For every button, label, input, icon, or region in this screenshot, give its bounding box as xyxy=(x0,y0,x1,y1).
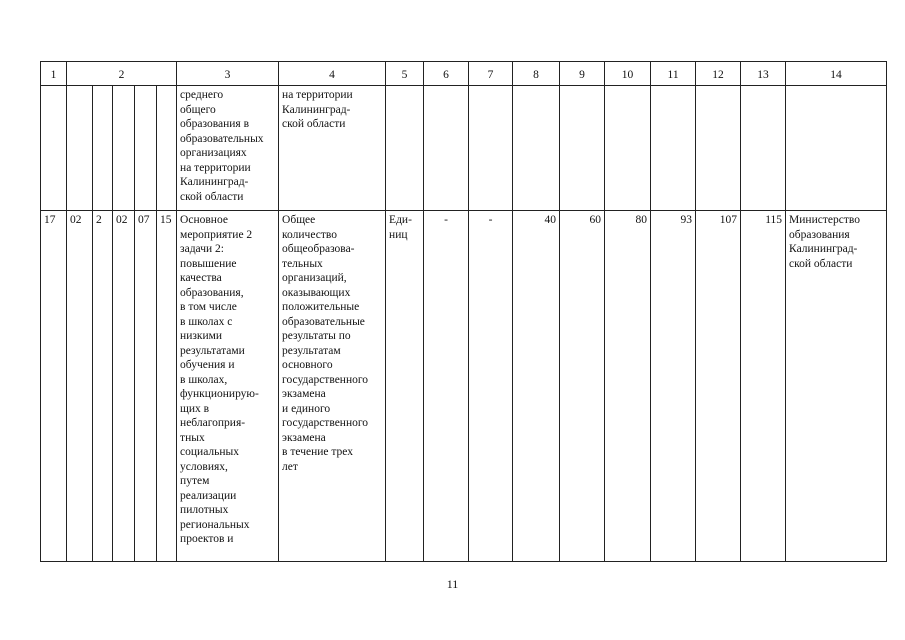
page-number: 11 xyxy=(446,577,459,591)
header-cell-11: 11 xyxy=(651,62,696,86)
header-cell-8: 8 xyxy=(513,62,560,86)
cell-unit: Еди- ниц xyxy=(386,211,424,562)
cell-value-col9: 60 xyxy=(560,211,605,562)
cell-empty xyxy=(741,86,786,211)
cell-code-part: 02 xyxy=(67,211,93,562)
header-cell-5: 5 xyxy=(386,62,424,86)
program-table xyxy=(40,61,887,562)
table-row xyxy=(41,86,887,211)
cell-value-col11: 93 xyxy=(651,211,696,562)
cell-empty xyxy=(386,86,424,211)
cell-empty xyxy=(560,86,605,211)
table-row xyxy=(41,211,887,562)
header-cell-7: 7 xyxy=(469,62,513,86)
cell-empty xyxy=(786,86,887,211)
cell-empty xyxy=(605,86,651,211)
cell-code-part: 07 xyxy=(135,211,157,562)
cell-empty xyxy=(135,86,157,211)
cell-value-col10: 80 xyxy=(605,211,651,562)
cell-code-part: 15 xyxy=(157,211,177,562)
cell-code-part: 2 xyxy=(93,211,113,562)
cell-empty xyxy=(113,86,135,211)
cell-empty xyxy=(651,86,696,211)
cell-value-col7: - xyxy=(469,211,513,562)
header-cell-14: 14 xyxy=(786,62,887,86)
cell-value-col13: 115 xyxy=(741,211,786,562)
cell-indicator-name: на территории Калининград- ской области xyxy=(279,86,386,211)
header-cell-13: 13 xyxy=(741,62,786,86)
cell-responsible: Министерство образования Калининград- ской области xyxy=(786,211,887,562)
cell-code-part: 02 xyxy=(113,211,135,562)
cell-event-name: среднего общего образования в образовательных организациях на территории Калининград- ской области xyxy=(177,86,279,211)
cell-empty xyxy=(93,86,113,211)
cell-indicator-name: Общее количество общеобразова- тельных организаций, оказывающих положительные образовательные результаты по результатам основного государственного экзамена и единого государственного экзамена в течение трех лет xyxy=(279,211,386,562)
header-cell-9: 9 xyxy=(560,62,605,86)
cell-empty xyxy=(696,86,741,211)
cell-value-col12: 107 xyxy=(696,211,741,562)
header-cell-12: 12 xyxy=(696,62,741,86)
header-cell-1: 1 xyxy=(41,62,67,86)
cell-empty xyxy=(41,86,67,211)
cell-empty xyxy=(157,86,177,211)
cell-value-col8: 40 xyxy=(513,211,560,562)
cell-empty xyxy=(469,86,513,211)
header-cell-2: 2 xyxy=(67,62,177,86)
cell-value-col6: - xyxy=(424,211,469,562)
header-cell-6: 6 xyxy=(424,62,469,86)
header-cell-4: 4 xyxy=(279,62,386,86)
cell-event-name: Основное мероприятие 2 задачи 2: повышение качества образования, в том числе в школах с низкими результатами обучения и в школах, функционирую- щих в неблагоприя- тных социальных условиях, путем реализации пилотных региональных проектов и xyxy=(177,211,279,562)
header-cell-10: 10 xyxy=(605,62,651,86)
header-row xyxy=(41,62,887,86)
cell-row-number: 17 xyxy=(41,211,67,562)
cell-empty xyxy=(513,86,560,211)
cell-empty xyxy=(67,86,93,211)
header-cell-3: 3 xyxy=(177,62,279,86)
cell-empty xyxy=(424,86,469,211)
